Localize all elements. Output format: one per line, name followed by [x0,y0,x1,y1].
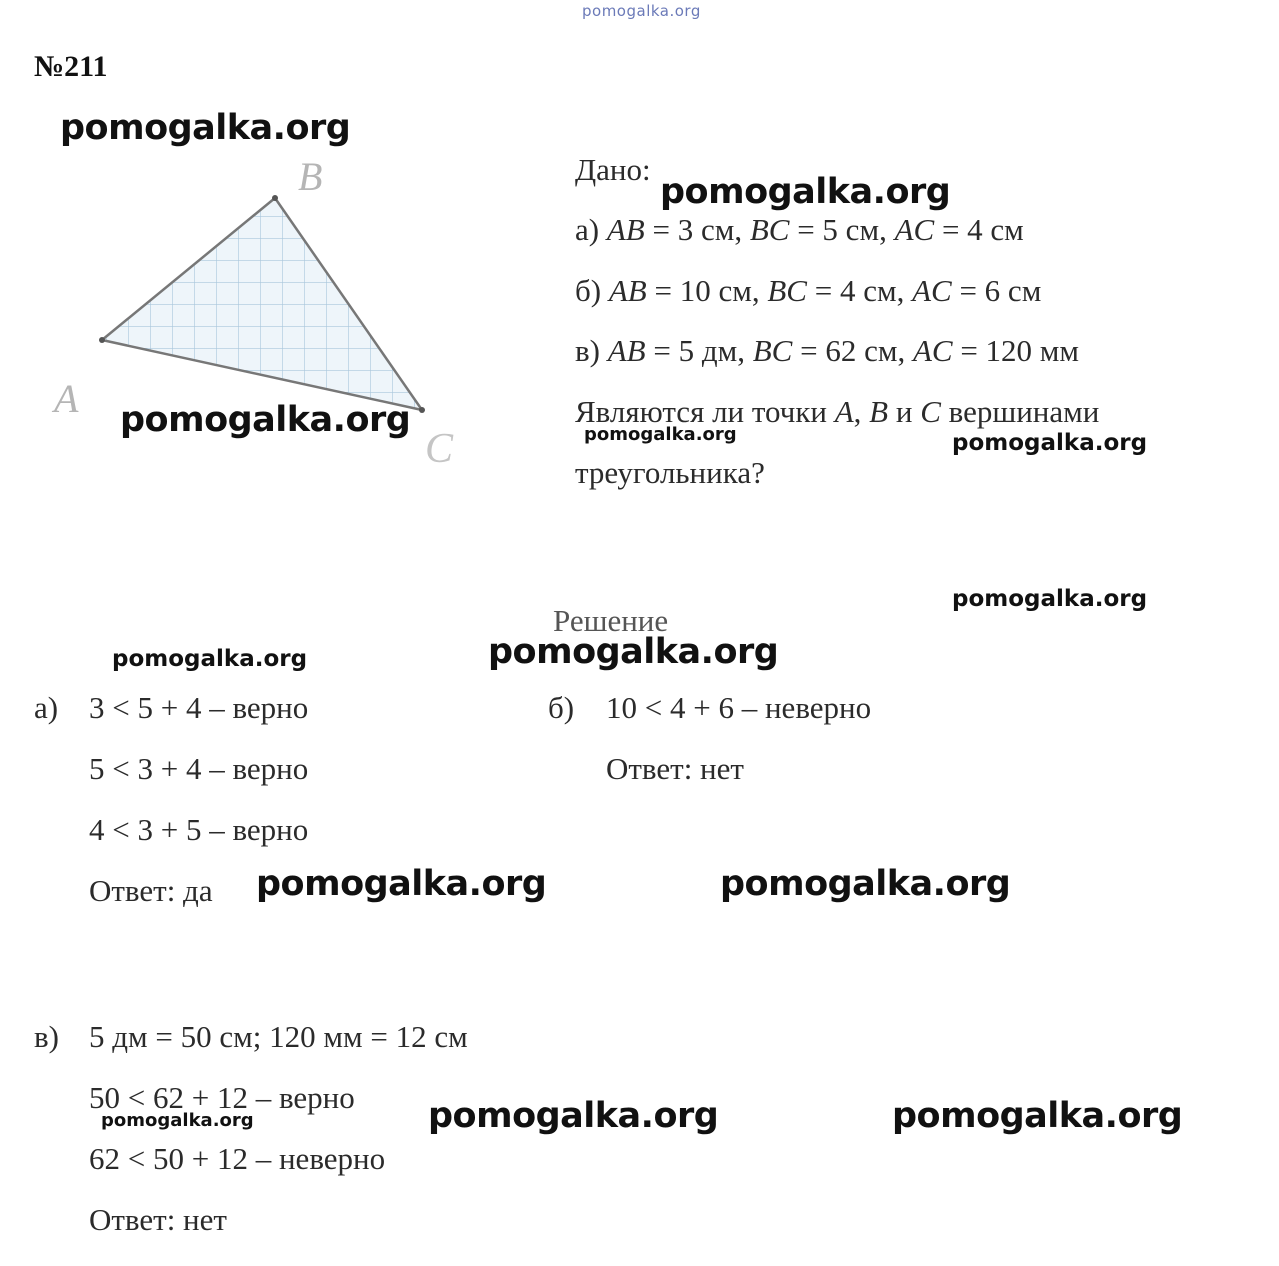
watermark: pomogalka.org [720,864,1011,904]
watermark: pomogalka.org [584,424,737,445]
watermark: pomogalka.org [952,586,1148,612]
watermark: pomogalka.org [660,172,951,212]
watermark: pomogalka.org [120,400,411,440]
solution-a-line-3: 4 < 3 + 5 – верно [89,812,309,847]
given-label: Дано: [575,152,651,187]
vertex-b-point [272,195,278,201]
solution-c-label: в) [34,1019,59,1054]
watermark: pomogalka.org [112,646,308,672]
given-line-c: в) AB = 5 дм, BC = 62 см, AC = 120 мм [575,333,1080,368]
watermark: pomogalka.org [101,1110,254,1131]
solution-a-line-1: 3 < 5 + 4 – верно [89,690,309,725]
watermark: pomogalka.org [892,1096,1183,1136]
watermark: pomogalka.org [952,430,1148,456]
solution-heading: Решение [553,603,669,638]
solution-b-label: б) [548,690,575,725]
watermark-top: pomogalka.org [582,2,701,20]
vertex-c-point [419,407,425,413]
solution-a-answer: Ответ: да [89,873,213,908]
solution-b-line-1: 10 < 4 + 6 – неверно [606,690,872,725]
solution-c-line-2: 50 < 62 + 12 – верно [89,1080,355,1115]
solution-c-answer: Ответ: нет [89,1202,227,1237]
given-line-a: а) AB = 3 см, BC = 5 см, AC = 4 см [575,212,1024,247]
solution-c-line-3: 62 < 50 + 12 – неверно [89,1141,386,1176]
solution-c-line-1: 5 дм = 50 см; 120 мм = 12 см [89,1019,468,1054]
vertex-b-label: B [298,154,323,199]
solution-a-label: а) [34,690,59,725]
question-line-1: Являются ли точки A, B и C вершинами [575,394,1100,429]
watermark: pomogalka.org [60,108,351,148]
watermark: pomogalka.org [428,1096,719,1136]
solution-b-answer: Ответ: нет [606,751,744,786]
vertex-c-label: C [425,426,454,470]
given-line-b: б) AB = 10 см, BC = 4 см, AC = 6 см [575,273,1042,308]
problem-number: №211 [34,50,108,83]
solution-a-line-2: 5 < 3 + 4 – верно [89,751,309,786]
vertex-a-label: A [54,376,79,421]
watermark: pomogalka.org [488,632,779,672]
question-line-2: треугольника? [575,455,765,490]
watermark: pomogalka.org [256,864,547,904]
vertex-a-point [99,337,105,343]
